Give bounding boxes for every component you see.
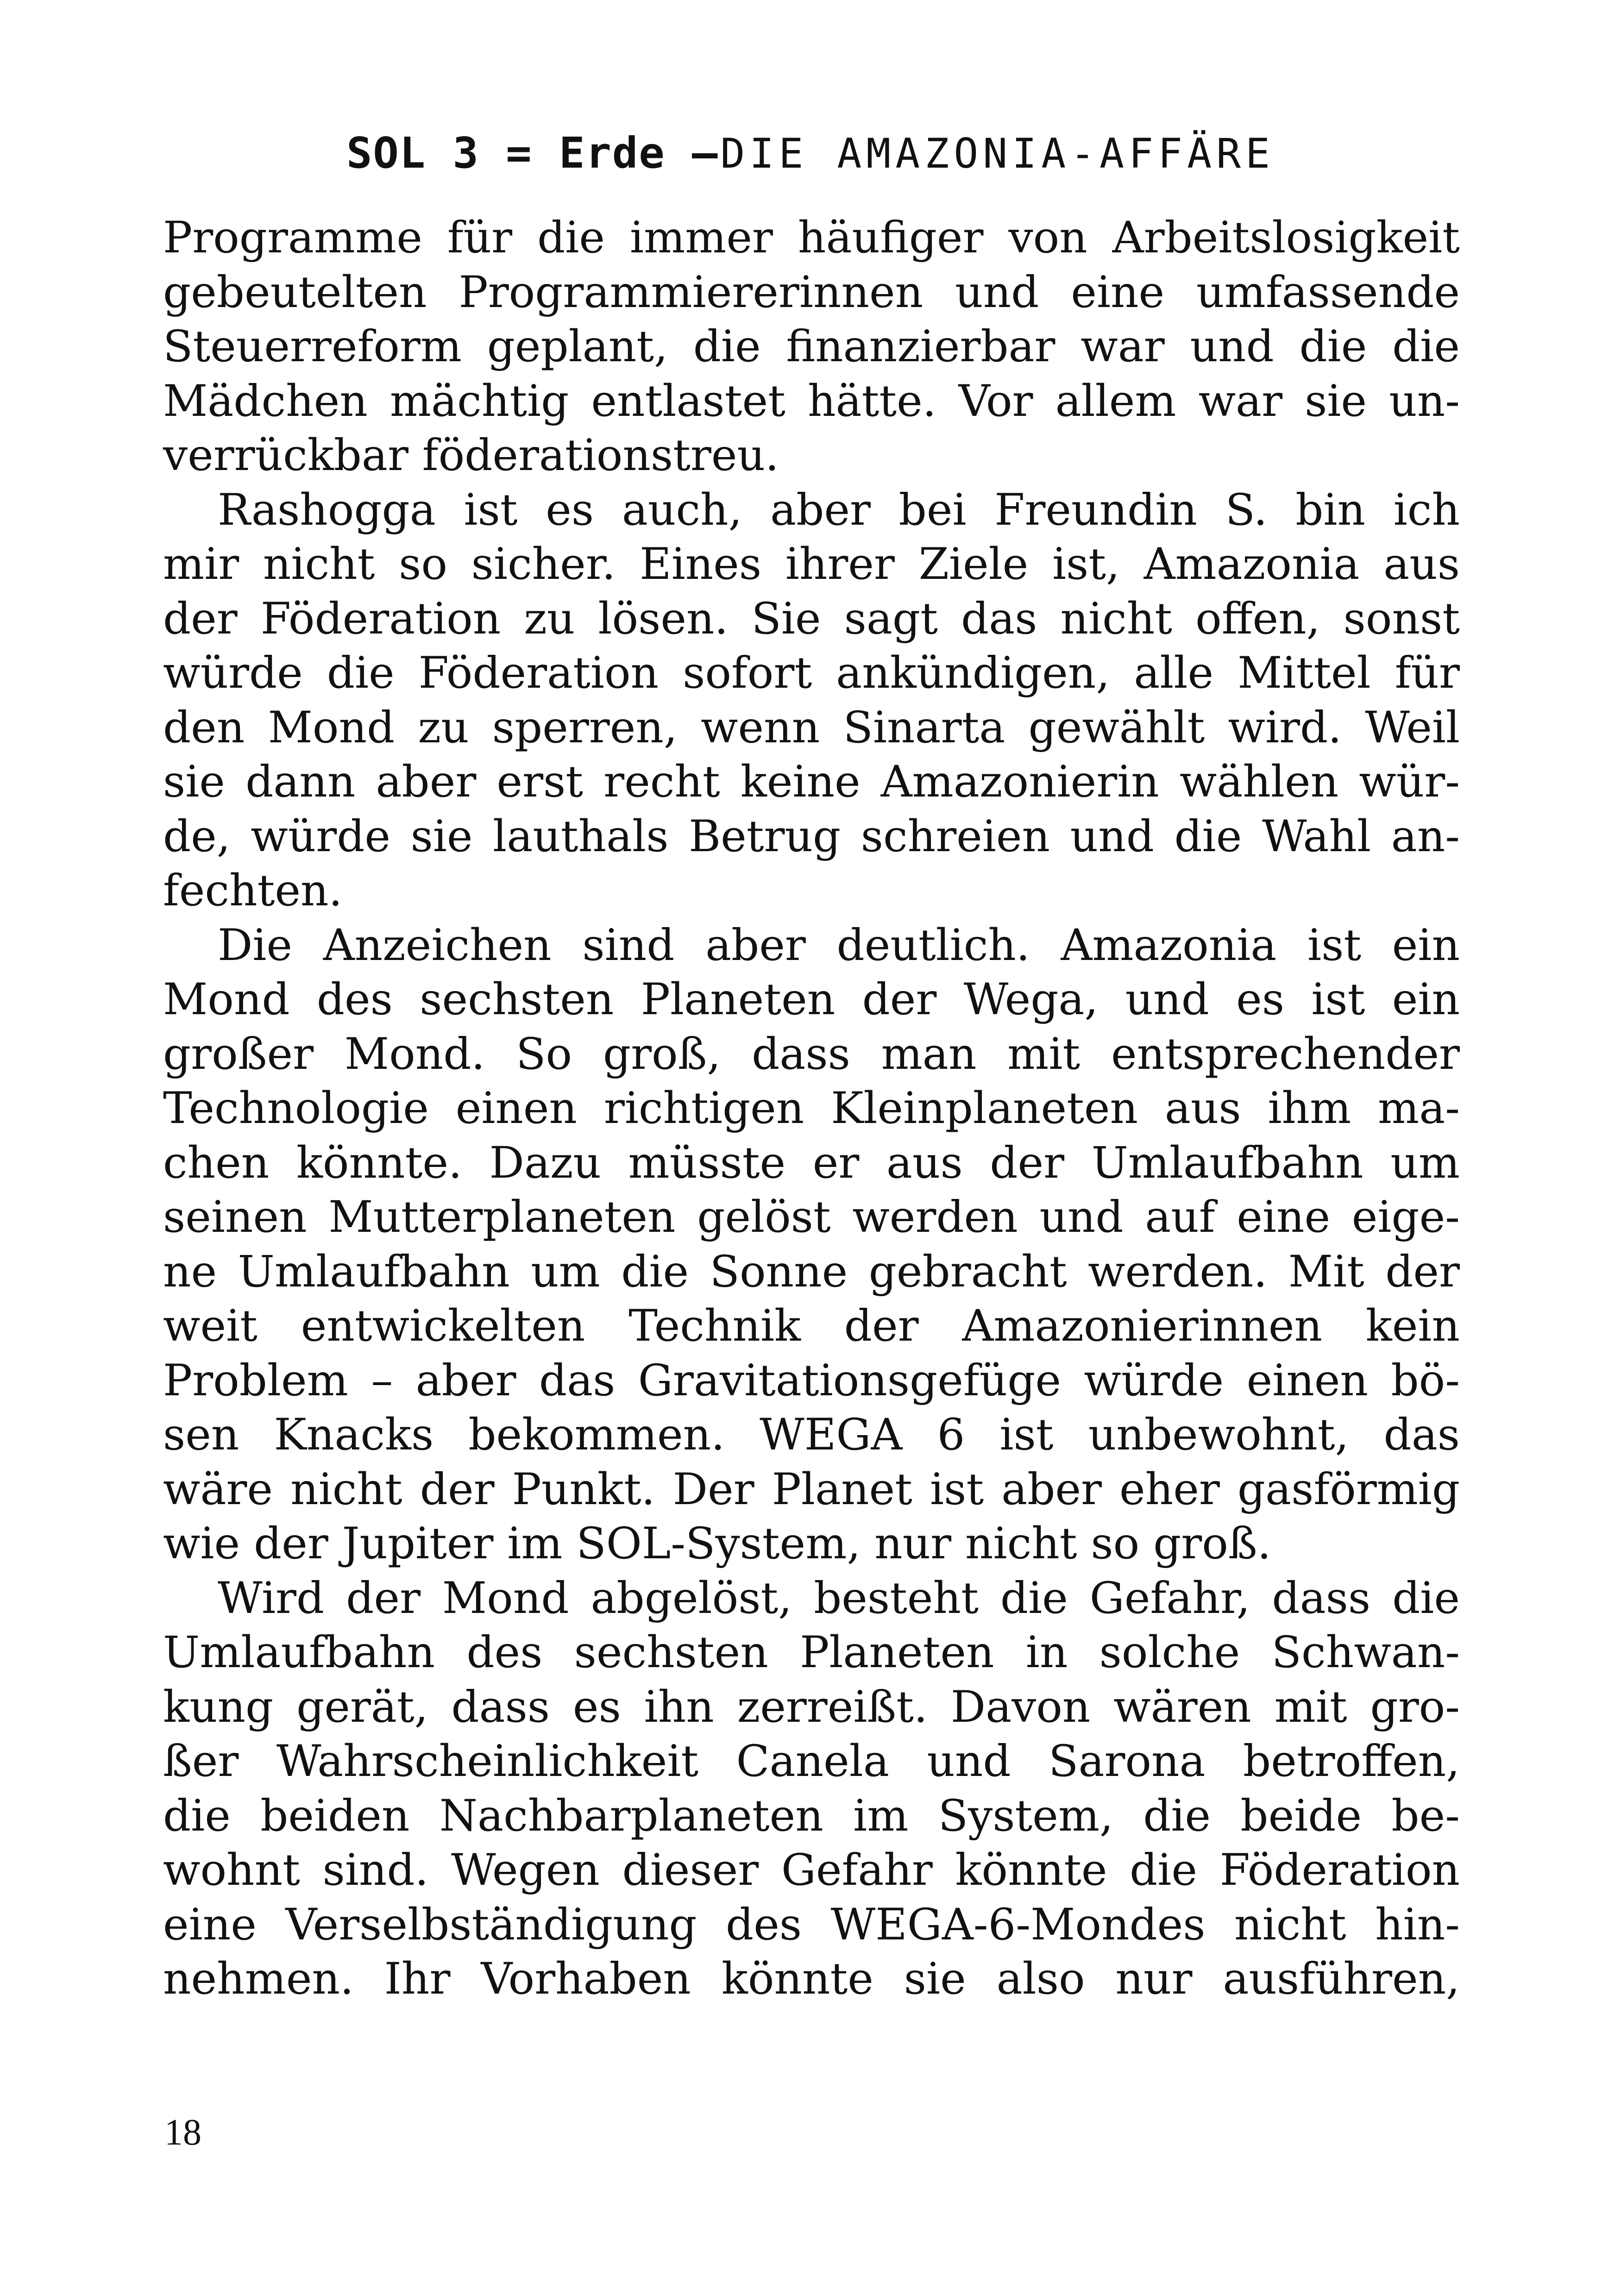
text-line: Umlaufbahn des sechsten Planeten in solche Schwan-	[163, 1627, 1460, 1678]
text-line: fechten.	[163, 866, 343, 916]
text-line: ne Umlaufbahn um die Sonne gebracht werden. Mit der	[163, 1246, 1460, 1297]
text-line: gebeutelten Programmiererinnen und eine umfassende	[163, 267, 1460, 318]
text-line: den Mond zu sperren, wenn Sinarta gewählt wird. Weil	[163, 702, 1460, 753]
paragraph-1	[163, 211, 1460, 483]
text-line: Die Anzeichen sind aber deutlich. Amazonia ist ein	[218, 920, 1460, 971]
text-line: wie der Jupiter im SOL-System, nur nicht so groß.	[163, 1518, 1271, 1569]
text-line: Rashogga ist es auch, aber bei Freundin S. bin ich	[218, 484, 1460, 535]
text-line: ßer Wahrscheinlichkeit Canela und Sarona betroffen,	[163, 1736, 1460, 1787]
text-line: die beiden Nachbarplaneten im System, die beide be-	[163, 1790, 1460, 1841]
text-line: sen Knacks bekommen. WEGA 6 ist unbewohnt, das	[163, 1410, 1460, 1460]
text-line: seinen Mutterplaneten gelöst werden und auf eine eige-	[163, 1192, 1460, 1242]
paragraph-2	[163, 483, 1460, 918]
text-line: Programme für die immer häufiger von Arbeitslosigkeit	[163, 213, 1460, 263]
text-line: de, würde sie lauthals Betrug schreien und die Wahl an-	[163, 811, 1460, 862]
text-line: Mond des sechsten Planeten der Wega, und es ist ein	[163, 974, 1460, 1025]
text-line: wäre nicht der Punkt. Der Planet ist aber eher gasförmig	[163, 1464, 1460, 1515]
text-line: eine Verselbständigung des WEGA-6-Mondes nicht hin-	[163, 1899, 1460, 1950]
text-line: würde die Föderation sofort ankündigen, alle Mittel für	[163, 648, 1460, 698]
text-line: Technologie einen richtigen Kleinplaneten aus ihm ma-	[163, 1083, 1460, 1134]
paragraph-4	[163, 1571, 1460, 2007]
header-book-title: DIE AMAZONIA-AFFÄRE	[720, 130, 1275, 177]
text-line: Problem – aber das Gravitationsgefüge würde einen bö-	[163, 1355, 1460, 1406]
text-line: Mädchen mächtig entlastet hätte. Vor allem war sie un-	[163, 376, 1460, 427]
text-line: weit entwickelten Technik der Amazonierinnen kein	[163, 1301, 1460, 1351]
text-line: mir nicht so sicher. Eines ihrer Ziele ist, Amazonia aus	[163, 539, 1460, 590]
text-line: Wird der Mond abgelöst, besteht die Gefahr, dass die	[218, 1573, 1460, 1624]
body-text	[163, 211, 1460, 2007]
running-header	[0, 128, 1621, 178]
page-number: 18	[164, 2112, 201, 2153]
text-line: verrückbar föderationstreu.	[163, 430, 779, 481]
text-line: nehmen. Ihr Vorhaben könnte sie also nur ausführen,	[163, 1954, 1460, 2004]
paragraph-3	[163, 918, 1460, 1571]
text-line: chen könnte. Dazu müsste er aus der Umlaufbahn um	[163, 1137, 1460, 1188]
text-line: der Föderation zu lösen. Sie sagt das nicht offen, sonst	[163, 593, 1460, 644]
text-line: sie dann aber erst recht keine Amazonierin wählen wür-	[163, 757, 1460, 807]
text-line: Steuerreform geplant, die finanzierbar war und die die	[163, 321, 1460, 372]
text-line: großer Mond. So groß, dass man mit entsprechender	[163, 1029, 1460, 1079]
text-line: kung gerät, dass es ihn zerreißt. Davon wären mit gro-	[163, 1681, 1460, 1732]
text-line: wohnt sind. Wegen dieser Gefahr könnte die Föderation	[163, 1845, 1460, 1895]
header-series-title: SOL 3 = Erde –	[346, 128, 719, 178]
